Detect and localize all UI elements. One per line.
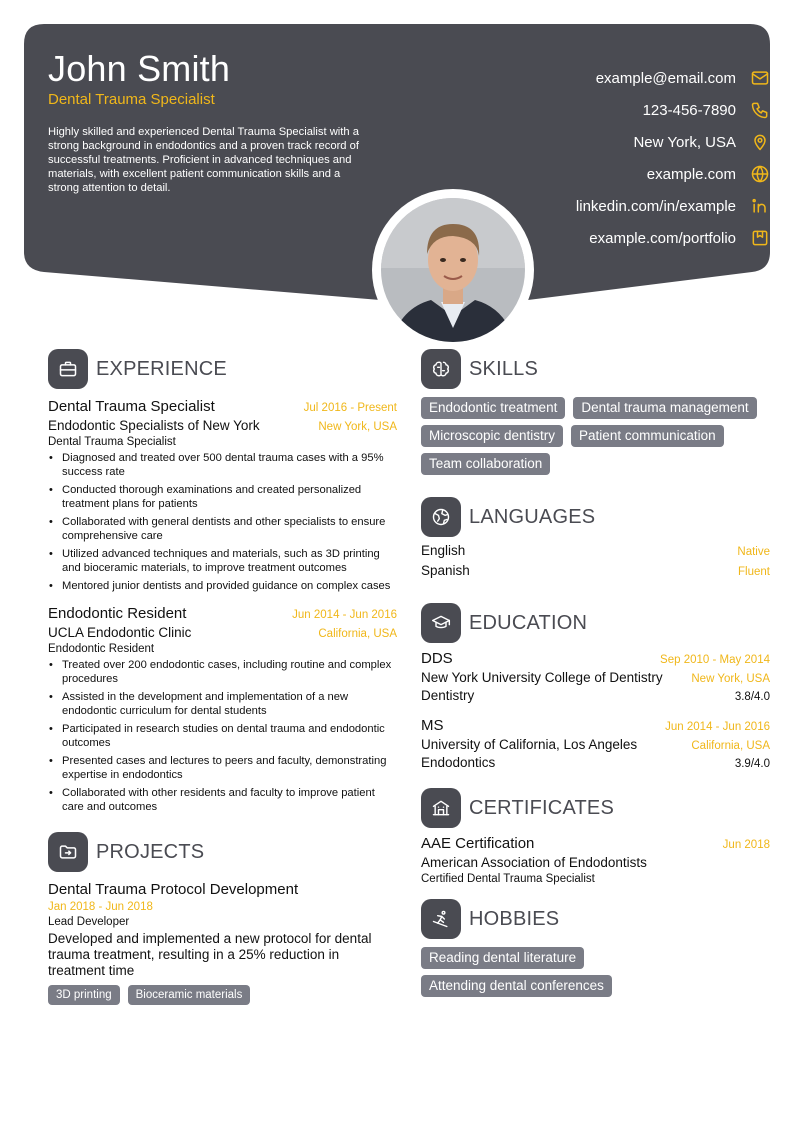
hobby-tag: Attending dental conferences <box>421 975 612 997</box>
brain-icon <box>421 349 461 389</box>
languages-header <box>421 497 770 537</box>
job-dates: Jul 2016 - Present <box>303 402 397 414</box>
hobby-tag: Reading dental literature <box>421 947 584 969</box>
job-employer: UCLA Endodontic Clinic <box>48 625 192 640</box>
skills-header <box>421 349 770 389</box>
education-header <box>421 603 770 643</box>
project-tags <box>48 985 397 1011</box>
study-field: Dentistry <box>421 688 475 703</box>
profile-photo <box>381 198 525 342</box>
briefcase-icon <box>48 349 88 389</box>
language-item <box>421 543 770 563</box>
experience-title: EXPERIENCE <box>96 357 227 380</box>
achievement-item: • Participated in research studies on dental trauma and endodontic outcomes <box>48 722 397 750</box>
school-location: New York, USA <box>691 673 770 685</box>
skills-list <box>421 397 770 481</box>
skills-title: SKILLS <box>469 357 539 380</box>
project-description: Developed and implemented a new protocol for dental trauma treatment, resulting in a 25% reduction in treatment time <box>48 931 372 978</box>
candidate-title: Dental Trauma Specialist <box>48 91 215 108</box>
hobbies-list-row-2 <box>421 975 770 1003</box>
project-title: Dental Trauma Protocol Development <box>48 881 299 898</box>
language-level: Native <box>737 546 770 558</box>
gpa: 3.9/4.0 <box>734 758 770 770</box>
contact-location <box>390 126 770 158</box>
project-dates: Jan 2018 - Jun 2018 <box>48 901 153 913</box>
school-name: New York University College of Dentistry <box>421 670 663 685</box>
contact-linkedin-text[interactable]: linkedin.com/in/example <box>575 197 736 215</box>
job-employer: Endodontic Specialists of New York <box>48 418 260 433</box>
hobbies-title: HOBBIES <box>469 907 560 930</box>
school-name: University of California, Los Angeles <box>421 737 638 752</box>
experience-header <box>48 349 397 389</box>
job-location: New York, USA <box>318 421 397 433</box>
study-field: Endodontics <box>421 755 496 770</box>
language-level: Fluent <box>738 566 770 578</box>
experience-item <box>48 605 397 814</box>
linkedin-icon <box>750 196 770 216</box>
job-role: Dental Trauma Specialist <box>48 436 176 448</box>
phone-icon <box>750 100 770 120</box>
job-title: Dental Trauma Specialist <box>48 398 215 415</box>
location-pin-icon <box>750 132 770 152</box>
achievement-item: • Mentored junior dentists and provided guidance on complex cases <box>48 579 397 593</box>
skiing-icon <box>421 899 461 939</box>
project-tag: Bioceramic materials <box>128 985 251 1005</box>
degree-name: DDS <box>421 650 453 667</box>
contact-location-text: New York, USA <box>633 133 736 151</box>
education-dates: Jun 2014 - Jun 2016 <box>665 721 770 733</box>
languages-list <box>421 543 770 583</box>
gpa: 3.8/4.0 <box>734 691 770 703</box>
certificate-title: AAE Certification <box>421 835 535 852</box>
achievement-item: • Conducted thorough examinations and created personalized treatment plans for patients <box>48 483 397 511</box>
skill-tag: Microscopic dentistry <box>421 425 563 447</box>
skill-tag: Dental trauma management <box>573 397 756 419</box>
job-achievements <box>48 658 397 814</box>
projects-header <box>48 832 397 872</box>
job-role: Endodontic Resident <box>48 643 155 655</box>
right-column <box>421 349 770 1003</box>
achievement-item: • Collaborated with other residents and faculty to improve patient care and outcomes <box>48 786 397 814</box>
project-tag: 3D printing <box>48 985 120 1005</box>
education-item <box>421 650 770 703</box>
graduation-cap-icon <box>421 603 461 643</box>
languages-title: LANGUAGES <box>469 505 596 528</box>
project-role: Lead Developer <box>48 916 130 928</box>
school-location: California, USA <box>691 740 770 752</box>
job-location: California, USA <box>318 628 397 640</box>
contact-phone-text[interactable]: 123-456-7890 <box>642 101 736 119</box>
profile-summary: Highly skilled and experienced Dental Trauma Specialist with a strong background in endodontics and a proven track record of successful treatments. Proficient in advanced techniques and materials, with excellent patient communication skills and a strong attention to detail. <box>48 126 359 194</box>
education-dates: Sep 2010 - May 2014 <box>660 654 770 666</box>
achievement-item: • Presented cases and lectures to peers and faculty, demonstrating expertise in endodontics <box>48 754 397 782</box>
job-achievements <box>48 451 397 593</box>
envelope-icon <box>750 68 770 88</box>
education-title: EDUCATION <box>469 611 588 634</box>
hobbies-list <box>421 947 770 975</box>
language-item <box>421 563 770 583</box>
contact-email-text[interactable]: example@email.com <box>595 69 736 87</box>
certificates-title: CERTIFICATES <box>469 796 615 819</box>
job-title: Endodontic Resident <box>48 605 187 622</box>
language-globe-icon <box>421 497 461 537</box>
achievement-item: • Diagnosed and treated over 500 dental trauma cases with a 95% success rate <box>48 451 397 479</box>
certificate-item <box>421 835 770 885</box>
achievement-item: • Collaborated with general dentists and other specialists to ensure comprehensive care <box>48 515 397 543</box>
contact-website[interactable] <box>390 158 770 190</box>
bookmark-icon <box>750 228 770 248</box>
hobbies-header <box>421 899 770 939</box>
achievement-item: • Treated over 200 endodontic cases, including routine and complex procedures <box>48 658 397 686</box>
contact-email[interactable] <box>390 62 770 94</box>
folder-icon <box>48 832 88 872</box>
contact-portfolio-text[interactable]: example.com/portfolio <box>589 229 736 247</box>
contact-phone[interactable] <box>390 94 770 126</box>
contact-website-text[interactable]: example.com <box>646 165 736 183</box>
degree-name: MS <box>421 717 444 734</box>
projects-title: PROJECTS <box>96 840 205 863</box>
skill-tag: Endodontic treatment <box>421 397 565 419</box>
achievement-item: • Assisted in the development and implementation of a new endodontic curriculum for dental students <box>48 690 397 718</box>
certificate-issuer: American Association of Endodontists <box>421 855 647 870</box>
language-name: English <box>421 543 466 558</box>
achievement-item: • Utilized advanced techniques and materials, such as 3D printing and bioceramic materials, to improve treatment outcomes <box>48 547 397 575</box>
candidate-name: John Smith <box>48 48 231 89</box>
globe-icon <box>750 164 770 184</box>
job-dates: Jun 2014 - Jun 2016 <box>292 609 397 621</box>
language-name: Spanish <box>421 563 470 578</box>
project-item <box>48 881 397 1011</box>
education-item <box>421 717 770 770</box>
certificates-header <box>421 788 770 828</box>
experience-item <box>48 398 397 593</box>
certificate-detail: Certified Dental Trauma Specialist <box>421 873 595 885</box>
skill-tag: Team collaboration <box>421 453 550 475</box>
skill-tag: Patient communication <box>571 425 724 447</box>
left-column <box>48 349 397 1011</box>
institution-icon <box>421 788 461 828</box>
certificate-date: Jun 2018 <box>722 839 770 851</box>
